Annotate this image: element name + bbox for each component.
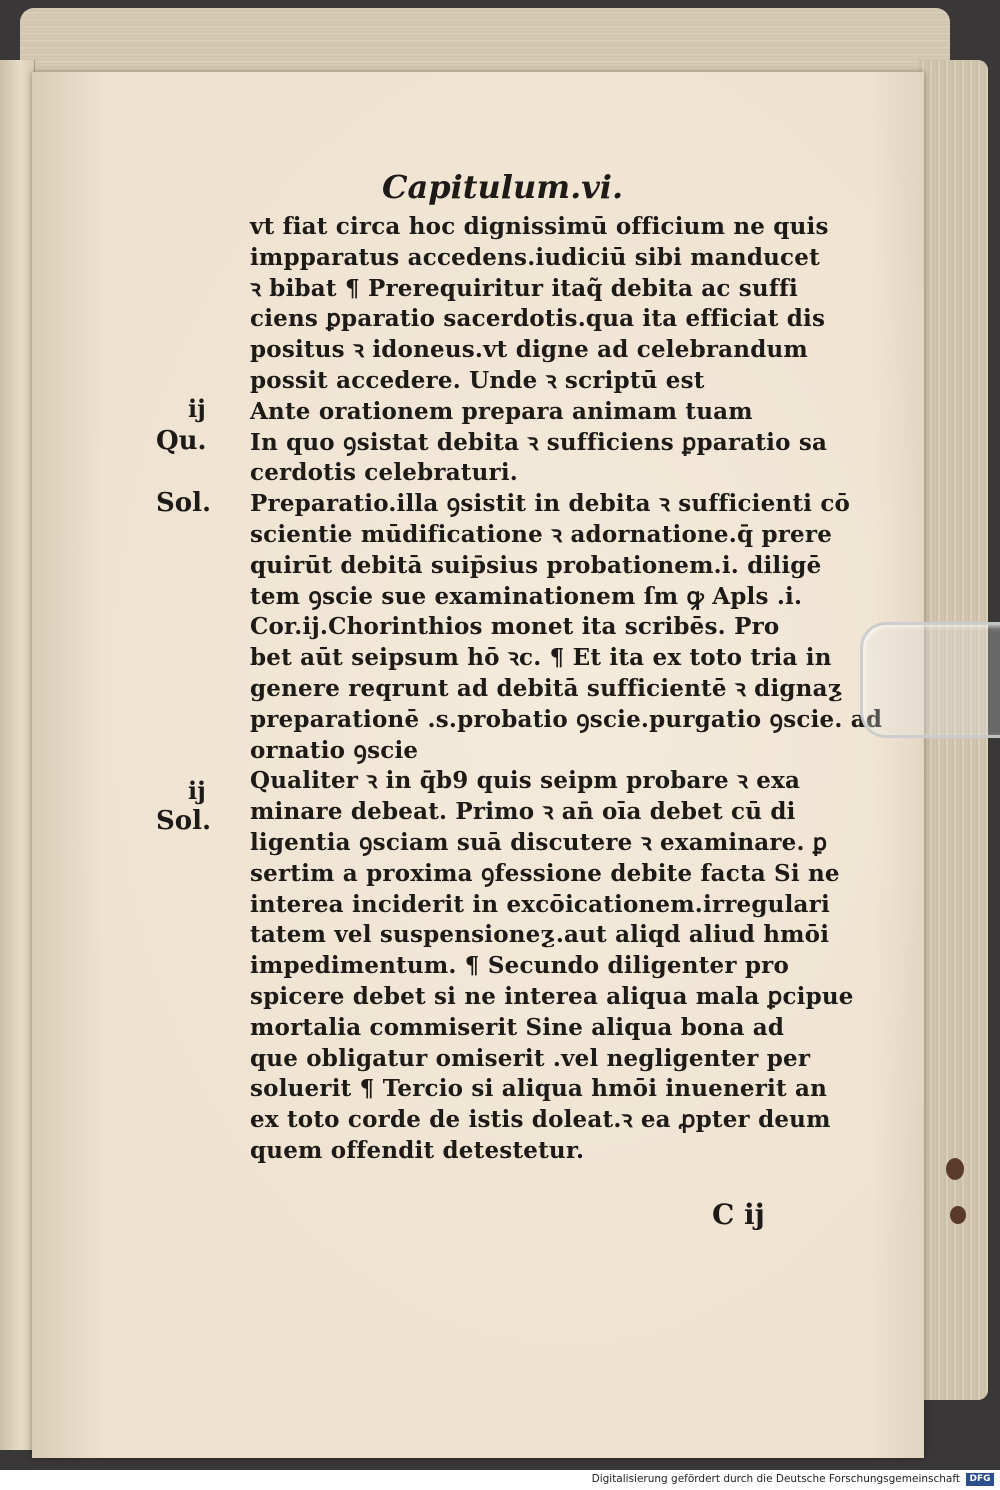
text-line: scientie mūdificatione ꝛ adornatione.q̄ prere [250, 520, 833, 548]
ink-stain [950, 1206, 966, 1224]
text-line: tatem vel suspensioneƺ.aut aliqd aliud hmōi [250, 921, 830, 949]
text-line: quem offendit detestetur. [250, 1136, 585, 1164]
glass-page-clip [860, 622, 1000, 738]
funding-credit: Digitalisierung gefördert durch die Deutsche Forschungsgemeinschaft [591, 1473, 960, 1485]
text-block [250, 212, 883, 1167]
text-line: ꝛ bibat ¶ Prerequiritur itaq̃ debita ac suffi [250, 274, 798, 302]
text-line: Preparatio.illa ꝯsistit in debita ꝛ sufficienti cō [250, 490, 851, 518]
text-line: In quo ꝯsistat debita ꝛ sufficiens ꝑparatio sa [250, 428, 828, 456]
text-line: tem ꝯscie sue examinationem ſm ꝙ Apls .i. [250, 582, 803, 610]
text-line: ex toto corde de istis doleat.ꝛ ea ꝓpter deum [250, 1106, 831, 1134]
text-line: minare debeat. Primo ꝛ an̄ oīa debet cū di [250, 798, 796, 826]
text-line: vt fiat circa hoc dignissimū officium ne quis [250, 213, 829, 240]
text-line: bet aūt seipsum hō ꝛc. ¶ Et ita ex toto tria in [250, 644, 832, 672]
text-line: genere reqrunt ad debitā sufficientē ꝛ dignaƺ [250, 674, 844, 702]
margin-note-solutio: Sol. [156, 806, 212, 836]
text-line: sertim a proxima ꝯfessione debite facta Si ne [250, 859, 840, 887]
text-line: quirūt debitā suip̄sius probationem.i. diligē [250, 551, 822, 579]
text-line: spicere debet si ne interea aliqua mala ꝑcipue [250, 982, 854, 1010]
text-line: ligentia ꝯsciam suā discutere ꝛ examinare. ꝑ [250, 828, 828, 856]
ink-stain [946, 1158, 964, 1180]
text-line: interea inciderit in excōicationem.irregulari [250, 890, 830, 918]
margin-note-solutio: Sol. [156, 488, 212, 518]
text-line: impparatus accedens.iudiciū sibi manducet [250, 243, 820, 271]
attribution-bar [0, 1470, 1000, 1490]
signature-mark: C ij [712, 1198, 765, 1231]
dfg-logo: DFG [966, 1473, 994, 1486]
margin-note-question: ij [188, 776, 206, 805]
text-line: soluerit ¶ Tercio si aliqua hmōi inuenerit an [250, 1075, 828, 1103]
left-page-edge [0, 60, 35, 1450]
text-line: ornatio ꝯscie [250, 736, 419, 764]
text-line: Cor.ij.Chorinthios monet ita scribēs. Pro [250, 613, 780, 641]
text-line: preparationē .s.probatio ꝯscie.purgatio ꝯscie. ad [250, 705, 883, 733]
text-line: possit accedere. Unde ꝛ scriptū est [250, 366, 705, 394]
text-line: cerdotis celebraturi. [250, 459, 519, 487]
text-line: ciens ꝑparatio sacerdotis.qua ita efficiat dis [250, 305, 826, 333]
text-line: positus ꝛ idoneus.vt digne ad celebrandum [250, 336, 808, 364]
text-line: impedimentum. ¶ Secundo diligenter pro [250, 952, 790, 980]
margin-note-questio: Qu. [156, 426, 207, 456]
text-line: mortalia commiserit Sine aliqua bona ad [250, 1013, 785, 1041]
text-line: que obligatur omiserit .vel negligenter per [250, 1044, 811, 1072]
text-line: Ante orationem prepara animam tuam [250, 397, 753, 425]
text-line: Qualiter ꝛ in q̄b9 quis seipm probare ꝛ exa [250, 767, 801, 795]
margin-note-question: ij [188, 394, 206, 423]
chapter-heading: Capitulum.vi. [382, 168, 624, 206]
